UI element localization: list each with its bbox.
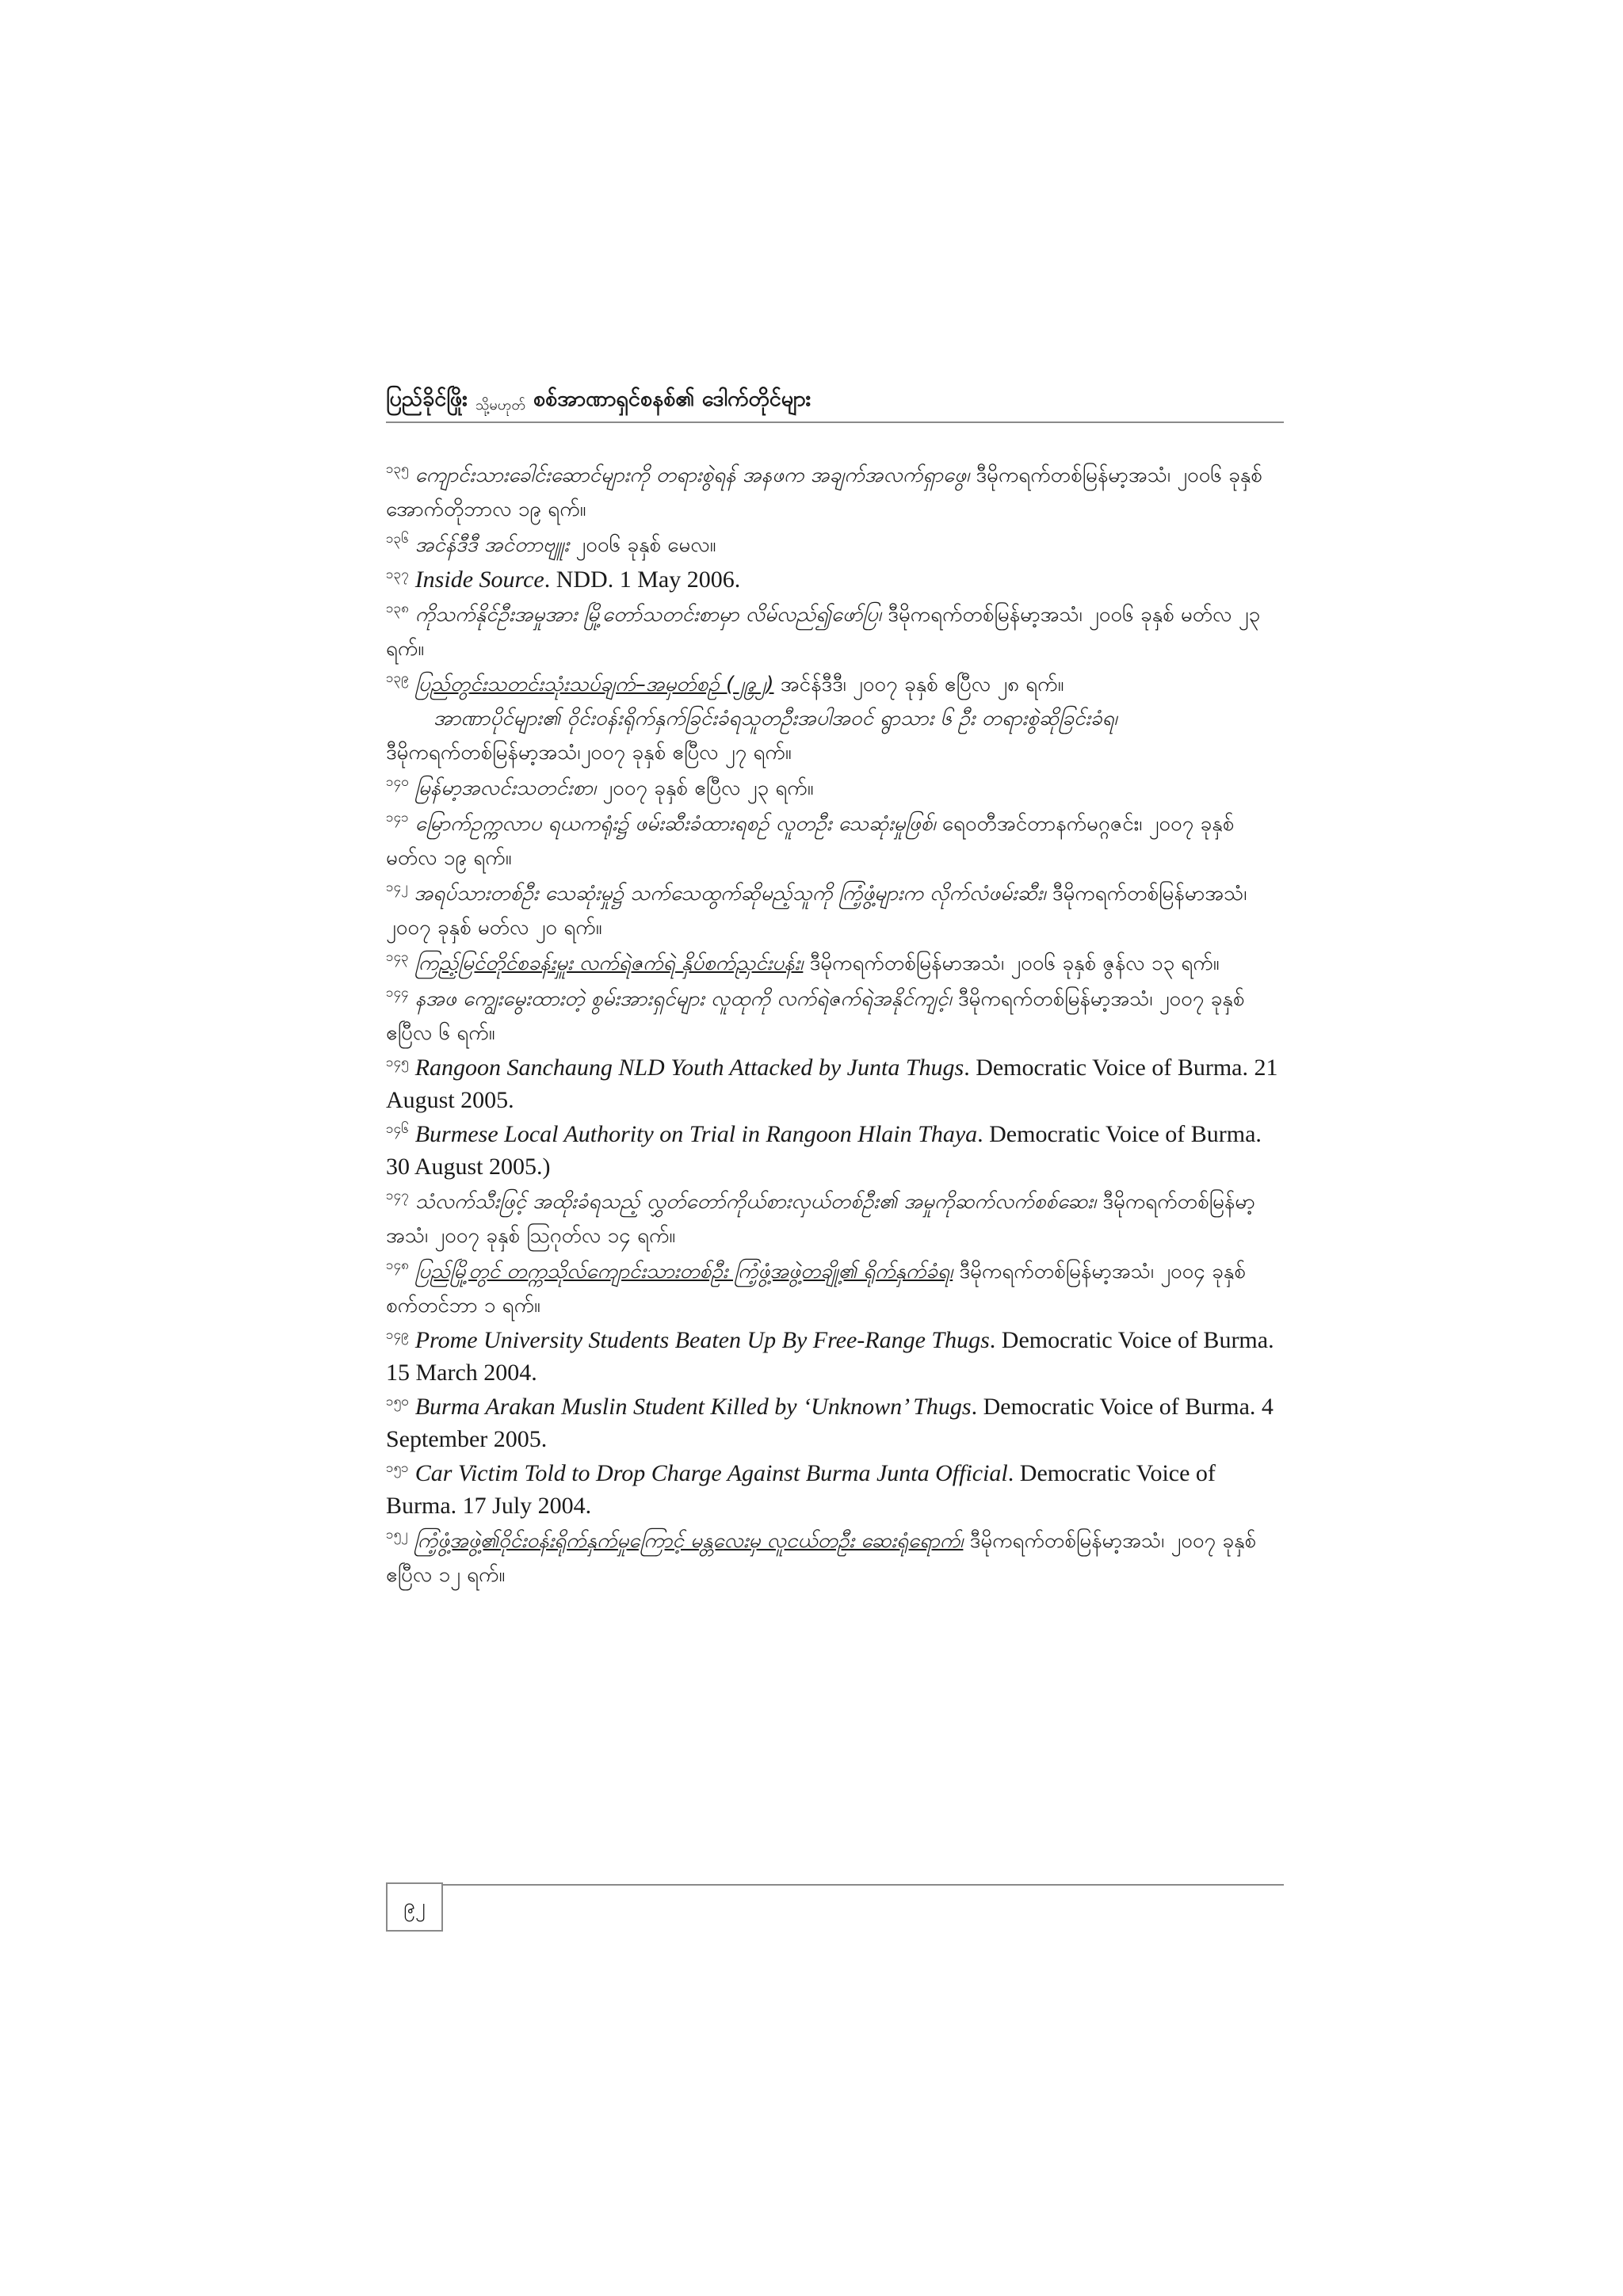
footnote-number: ၁၃၅ xyxy=(386,461,409,478)
footnote-text: နအဖ ကျွေးမွေးထားတဲ့ စွမ်းအားရှင်များ လူထုကို လက်ရဲဇက်ရဲအနိုင်ကျင့်၊ xyxy=(414,987,952,1011)
footnote-text: အာဏာပိုင်များ၏ ဝိုင်းဝန်းရိုက်နှက်ခြင်းခံရသူတဦးအပါအဝင် ရွာသား ၆ ဦး တရားစွဲဆိုခြင်းခံရ၊ xyxy=(433,707,1117,730)
header-connector: သို့မဟုတ် xyxy=(475,397,525,414)
footnote-number: ၁၃၆ xyxy=(386,531,409,547)
footnote-text: . NDD. 1 May 2006. xyxy=(544,566,741,593)
footnote-text: ကိုသက်နိုင်ဦးအမှုအား မြို့တော်သတင်းစာမှာ လိမ်လည်၍ဖော်ပြ၊ xyxy=(414,603,881,627)
footnote-text: ရေဝတီအင်တာနက်မဂ္ဂဇင်း၊ ၂၀၀၇ ခုနှစ် မတ်လ ၁၉ ရက်။ xyxy=(386,812,1235,870)
footnote xyxy=(386,597,1284,666)
footnote xyxy=(386,1184,1284,1253)
footnote-text: ကြံ့ဖွံ့အဖွဲ့၏ဝိုင်းဝန်းရိုက်နှက်မှုကြောင့် မန္တလေးမှ လူငယ်တဦး ဆေးရုံရောက်၊ xyxy=(414,1529,964,1553)
page-number: ၉၂ xyxy=(386,1882,443,1932)
footnote xyxy=(386,1457,1284,1522)
footnote xyxy=(386,1118,1284,1183)
footnote-number: ၁၄၂ xyxy=(386,879,408,896)
footnote-text: ပြည်မြို့တွင် တက္ကသိုလ်ကျောင်းသားတစ်ဦး ကြံ့ဖွံ့အဖွဲ့တချို့၏ ရိုက်နှက်ခံရ၊ xyxy=(414,1260,953,1283)
footnote xyxy=(386,667,1284,769)
footnote-text: Prome University Students Beaten Up By Free-Range Thugs xyxy=(414,1327,990,1353)
footnote xyxy=(386,1524,1284,1592)
footnote xyxy=(386,528,1284,562)
footnote-number: ၁၅၀ xyxy=(386,1394,409,1410)
footnote-text: ဒီမိုကရက်တစ်မြန်မာ့အသံ၊၂၀၀၇ ခုနှစ် ဧပြီလ ၂၇ ရက်။ xyxy=(386,741,792,765)
footnote xyxy=(386,771,1284,805)
footnote-number: ၁၄၅ xyxy=(386,1055,409,1071)
footnote xyxy=(386,982,1284,1050)
footnote-continuation xyxy=(386,701,1284,735)
footnote-text: အင်န်ဒီဒီ အင်တာဗျူး xyxy=(414,533,570,557)
footnote-number: ၁၄၃ xyxy=(386,949,409,966)
footnote-number: ၁၄၁ xyxy=(386,810,409,826)
footnote-text: ပြည်တွင်းသတင်းသုံးသပ်ချက်–အမှတ်စဉ် (၂၉၂) xyxy=(414,673,774,696)
footnote-text: . Democratic Voice of Burma. 4 September 2005. xyxy=(386,1394,1274,1452)
footnote-text: ဒီမိုကရက်တစ်မြန်မာ့အသံ၊ ၂၀၀၆ ခုနှစ် အောက်တိုဘာလ ၁၉ ရက်။ xyxy=(386,463,1262,521)
footnote-text: Burma Arakan Muslin Student Killed by ‘Unknown’ Thugs xyxy=(414,1394,972,1420)
page-footer xyxy=(386,1882,1284,1933)
footnote-list xyxy=(386,458,1284,1593)
footnote-number: ၁၄၀ xyxy=(386,774,409,791)
footnote-number: ၁၄၆ xyxy=(386,1121,409,1138)
footnote-text: ၂၀၀၆ ခုနှစ် မေလ။ xyxy=(569,533,716,557)
footnote-number: ၁၃၉ xyxy=(386,670,409,687)
footnote-text: . Democratic Voice of Burma. 15 March 2004. xyxy=(386,1327,1274,1386)
footnote-text: Inside Source xyxy=(414,566,544,593)
footnote-number: ၁၅၁ xyxy=(386,1460,409,1477)
footnote-number: ၁၃၈ xyxy=(386,601,409,617)
footnote xyxy=(386,876,1284,944)
footnote xyxy=(386,563,1284,596)
footnote xyxy=(386,1324,1284,1389)
footnote-number: ၁၄၉ xyxy=(386,1327,409,1344)
footnote-text: ကျောင်းသားခေါင်းဆောင်များကို တရားစွဲရန် အနဖက အချက်အလက်ရှာဖွေ၊ xyxy=(414,463,970,487)
footnote-text: . Democratic Voice of Burma. 21 August 2005. xyxy=(386,1055,1278,1113)
footnote xyxy=(386,946,1284,980)
footnote-text: သံလက်သီးဖြင့် အထိုးခံရသည့် လွှတ်တော်ကိုယ်စားလှယ်တစ်ဦး၏ အမှုကိုဆက်လက်စစ်ဆေး၊ xyxy=(414,1190,1097,1214)
footnote-number: ၁၄၈ xyxy=(386,1257,409,1274)
footnote-text: ဒီမိုကရက်တစ်မြန်မာ့အသံ၊ ၂၀၀၇ ခုနှစ် ဧပြီလ ၁၂ ရက်။ xyxy=(386,1529,1257,1587)
footnote-text: ၂၀၀၇ ခုနှစ် ဧပြီလ ၂၃ ရက်။ xyxy=(596,776,814,800)
footnote-text: ဒီမိုကရက်တစ်မြန်မာအသံ၊ ၂၀၀၇ ခုနှစ် မတ်လ ၂၀ ရက်။ xyxy=(386,882,1247,940)
footnote-text: . Democratic Voice of Burma. 17 July 2004. xyxy=(386,1460,1216,1519)
footer-rule xyxy=(443,1884,1284,1886)
footnote-text: ဒီမိုကရက်တစ်မြန်မာ့အသံ၊ ၂၀၀၇ ခုနှစ် ဩဂုတ်လ ၁၄ ရက်။ xyxy=(386,1190,1255,1248)
footnote xyxy=(386,1390,1284,1455)
footnote-number: ၁၃၇ xyxy=(386,566,409,583)
footnote-text: ဒီမိုကရက်တစ်မြန်မာ့အသံ၊ ၂၀၀၄ ခုနှစ် စက်တင်ဘာ ၁ ရက်။ xyxy=(386,1260,1246,1318)
footnote-text: . Democratic Voice of Burma. 30 August 2005.) xyxy=(386,1121,1262,1180)
footnote-text: ဒီမိုကရက်တစ်မြန်မာ့အသံ၊ ၂၀၀၇ ခုနှစ် ဧပြီလ ၆ ရက်။ xyxy=(386,987,1245,1045)
footnote xyxy=(386,1254,1284,1322)
footnote-text: မြန်မာ့အလင်းသတင်းစာ၊ xyxy=(414,776,597,800)
footnote-text: အင်န်ဒီဒီ၊ ၂၀၀၇ ခုနှစ် ဧပြီလ ၂၈ ရက်။ xyxy=(773,673,1064,696)
footnote-number: ၁၄၇ xyxy=(386,1188,409,1204)
footnote xyxy=(386,807,1284,875)
footnote-text: Burmese Local Authority on Trial in Rangoon Hlain Thaya xyxy=(414,1121,978,1147)
footnote-text: အရပ်သားတစ်ဦး သေဆုံးမှု၌ သက်သေထွက်ဆိုမည့်သူကို ကြံ့ဖွံ့များက လိုက်လံဖမ်းဆီး၊ xyxy=(414,882,1046,906)
footnote-text: Car Victim Told to Drop Charge Against Burma Junta Official xyxy=(414,1460,1008,1486)
running-header xyxy=(386,379,1284,423)
footnote xyxy=(386,1051,1284,1116)
footnote xyxy=(386,458,1284,526)
footnote-text: Rangoon Sanchaung NLD Youth Attacked by Junta Thugs xyxy=(414,1055,964,1081)
header-title: စစ်အာဏာရှင်စနစ်၏ ဒေါက်တိုင်များ xyxy=(533,387,812,411)
footnote-text: ဒီမိုကရက်တစ်မြန်မာအသံ၊ ၂၀၀၆ ခုနှစ် ဇွန်လ ၁၃ ရက်။ xyxy=(803,952,1220,975)
footnote-text: ဒီမိုကရက်တစ်မြန်မာ့အသံ၊ ၂၀၀၆ ခုနှစ် မတ်လ ၂၃ ရက်။ xyxy=(386,603,1261,661)
footnote-number: ၁၄၄ xyxy=(386,985,409,1001)
footnote-text: မြောက်ဥက္ကလာပ ရယကရုံး၌ ဖမ်းဆီးခံထားရစဉ် လူတဦး သေဆုံးမှုဖြစ်၊ xyxy=(414,812,936,836)
header-author: ပြည်ခိုင်ဖြိုး xyxy=(386,387,468,411)
footnote-number: ၁၅၂ xyxy=(386,1527,408,1543)
footnote-text: ကြည့်မြင်တိုင်စခန်းမှူး လက်ရဲဇက်ရဲ နှိပ်စက်ညှင်းပန်း၊ xyxy=(414,952,804,975)
